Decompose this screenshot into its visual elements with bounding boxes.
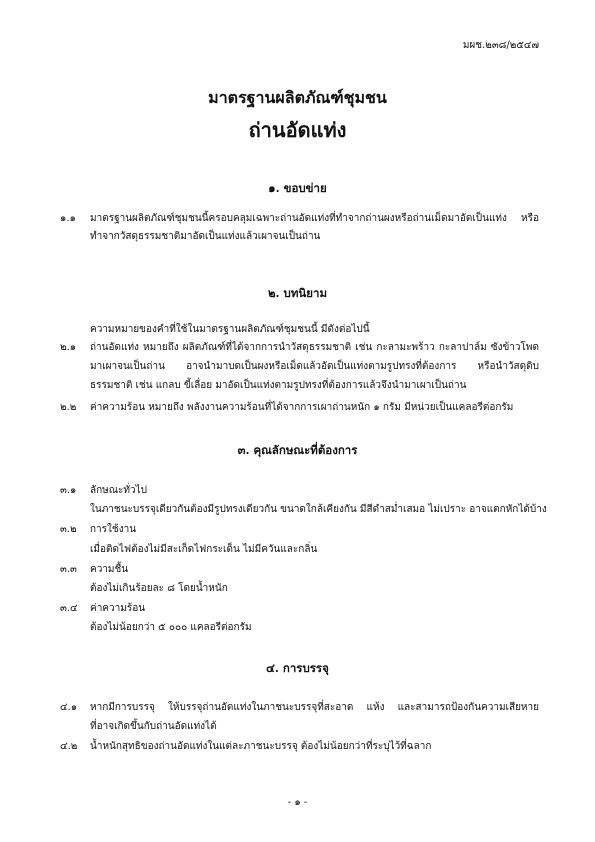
item-title: การใช้งาน	[90, 524, 137, 535]
section-heading-requirements: ๓. คุณลักษณะที่ต้องการ	[237, 443, 358, 457]
section-heading-scope: ๑. ขอบข่าย	[268, 181, 327, 195]
section-heading-definitions: ๒. บทนิยาม	[267, 286, 328, 300]
item-title: ความชื้น	[90, 564, 129, 575]
item-text-line: ถ่านอัดแท่ง หมายถึง ผลิตภัณฑ์ที่ได้จากการนำวัสดุธรรมชาติ เช่น กะลามะพร้าว กะลาปาล์ม ซังข้าวโพด	[90, 342, 539, 353]
item-body: ต้องไม่น้อยกว่า ๕ ๐๐๐ แคลอรีต่อกรัม	[90, 622, 252, 633]
item-text-line: มาเผาจนเป็นถ่าน อาจนำมาบดเป็นผงหรือเม็ดแล้วอัดเป็นแท่งตามรูปทรงที่ต้องการ หรือนำวัสดุดิบ	[90, 361, 539, 372]
item-text-line: หากมีการบรรจุ ให้บรรจุถ่านอัดแท่งในภาชนะบรรจุที่สะอาด แห้ง และสามารถป้องกันความเสียหาย	[90, 702, 539, 713]
item-text-line: น้ำหนักสุทธิของถ่านอัดแท่งในแต่ละภาชนะบรรจุ ต้องไม่น้อยกว่าที่ระบุไว้ที่ฉลาก	[90, 741, 432, 752]
product-title: ถ่านอัดแท่ง	[248, 118, 347, 142]
page-number: - ๑ -	[287, 797, 308, 808]
item-text-line: ค่าความร้อน หมายถึง พลังงานความร้อนที่ได้จากการเผาถ่านหนัก ๑ กรัม มีหน่วยเป็นแคลอรีต่อกรัม	[90, 402, 514, 413]
item-number: ๑.๑	[60, 213, 76, 224]
item-body: เมื่อติดไฟต้องไม่มีสะเก็ดไฟกระเด็น ไม่มีควันและกลิ่น	[90, 544, 318, 555]
item-title: ลักษณะทั่วไป	[90, 485, 148, 496]
section-heading-packaging: ๔. การบรรจุ	[266, 661, 329, 675]
item-number: ๓.๓	[60, 564, 77, 575]
item-text-line: ธรรมชาติ เช่น แกลบ ขี้เลื่อย มาอัดเป็นแท่งตามรูปทรงที่ต้องการแล้วจึงนำมาเผาเป็นถ่าน	[90, 380, 467, 391]
item-number: ๓.๒	[60, 524, 77, 535]
item-number: ๓.๔	[60, 603, 78, 614]
item-number: ๒.๒	[60, 402, 77, 413]
standard-code: มผช.๒๓๘/๒๕๔๗	[462, 40, 539, 51]
section-intro: ความหมายของคำที่ใช้ในมาตรฐานผลิตภัณฑ์ชุมชนนี้ มีดังต่อไปนี้	[90, 324, 370, 335]
item-body: ในภาชนะบรรจุเดียวกันต้องมีรูปทรงเดียวกัน ขนาดใกล้เคียงกัน มีสีดำสม่ำเสมอ ไม่เปราะ อาจแตกหักได้บ้าง	[90, 504, 547, 515]
document-title: มาตรฐานผลิตภัณฑ์ชุมชน	[208, 88, 387, 107]
item-title: ค่าความร้อน	[90, 603, 146, 614]
item-number: ๔.๑	[60, 702, 78, 713]
item-text-line: มาตรฐานผลิตภัณฑ์ชุมชนนี้ครอบคลุมเฉพาะถ่านอัดแท่งที่ทำจากถ่านผงหรือถ่านเม็ดมาอัดเป็นแท่ง หรือ	[90, 213, 539, 224]
item-text-line: ทำจากวัสดุธรรมชาติมาอัดเป็นแท่งแล้วเผาจนเป็นถ่าน	[90, 231, 321, 242]
item-text-line: ที่อาจเกิดขึ้นกับถ่านอัดแท่งได้	[90, 721, 217, 732]
item-number: ๔.๒	[60, 741, 78, 752]
item-number: ๓.๑	[60, 485, 77, 496]
item-number: ๒.๑	[60, 342, 77, 353]
item-body: ต้องไม่เกินร้อยละ ๘ โดยน้ำหนัก	[90, 583, 228, 594]
